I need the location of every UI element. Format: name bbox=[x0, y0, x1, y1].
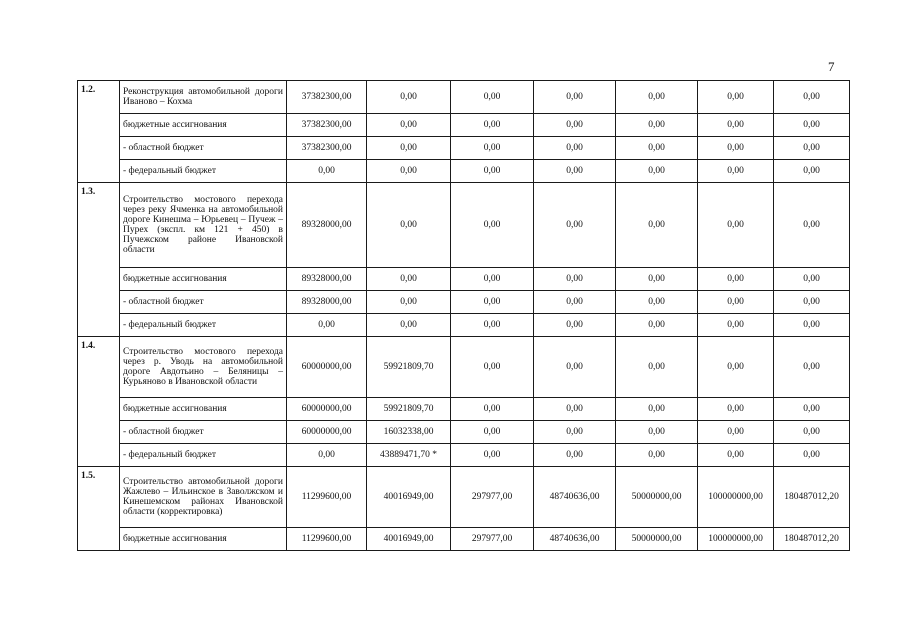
value-cell: 0,00 bbox=[774, 137, 850, 160]
value-cell: 37382300,00 bbox=[287, 114, 367, 137]
value-cell: 0,00 bbox=[698, 337, 774, 398]
table-row bbox=[78, 421, 850, 444]
value-cell: 0,00 bbox=[451, 398, 534, 421]
value-cell: 0,00 bbox=[616, 268, 698, 291]
value-cell: 0,00 bbox=[774, 160, 850, 183]
value-cell: 0,00 bbox=[774, 81, 850, 114]
value-cell: 0,00 bbox=[451, 314, 534, 337]
value-cell: 60000000,00 bbox=[287, 337, 367, 398]
sub-row-label: бюджетные ассигнования bbox=[120, 268, 287, 291]
value-cell: 0,00 bbox=[451, 160, 534, 183]
sub-row-label: бюджетные ассигнования bbox=[120, 528, 287, 551]
budget-table bbox=[77, 80, 850, 551]
value-cell: 0,00 bbox=[534, 314, 616, 337]
value-cell: 60000000,00 bbox=[287, 421, 367, 444]
value-cell: 100000000,00 bbox=[698, 467, 774, 528]
value-cell: 0,00 bbox=[698, 421, 774, 444]
value-cell: 0,00 bbox=[534, 291, 616, 314]
value-cell: 43889471,70 * bbox=[367, 444, 451, 467]
table-row bbox=[78, 81, 850, 114]
value-cell: 0,00 bbox=[451, 291, 534, 314]
value-cell: 0,00 bbox=[616, 81, 698, 114]
value-cell: 0,00 bbox=[774, 314, 850, 337]
value-cell: 0,00 bbox=[451, 114, 534, 137]
value-cell: 0,00 bbox=[774, 183, 850, 268]
value-cell: 0,00 bbox=[616, 314, 698, 337]
value-cell: 0,00 bbox=[774, 444, 850, 467]
value-cell: 0,00 bbox=[616, 291, 698, 314]
sub-row-label: - федеральный бюджет bbox=[120, 444, 287, 467]
value-cell: 89328000,00 bbox=[287, 291, 367, 314]
value-cell: 0,00 bbox=[698, 268, 774, 291]
value-cell: 50000000,00 bbox=[616, 528, 698, 551]
value-cell: 297977,00 bbox=[451, 467, 534, 528]
value-cell: 0,00 bbox=[451, 183, 534, 268]
table-row bbox=[78, 183, 850, 268]
value-cell: 0,00 bbox=[616, 114, 698, 137]
value-cell: 0,00 bbox=[698, 291, 774, 314]
value-cell: 0,00 bbox=[367, 183, 451, 268]
value-cell: 48740636,00 bbox=[534, 528, 616, 551]
row-number: 1.3. bbox=[78, 183, 120, 337]
value-cell: 0,00 bbox=[616, 137, 698, 160]
value-cell: 11299600,00 bbox=[287, 467, 367, 528]
value-cell: 0,00 bbox=[616, 444, 698, 467]
value-cell: 0,00 bbox=[451, 337, 534, 398]
value-cell: 0,00 bbox=[774, 268, 850, 291]
value-cell: 0,00 bbox=[616, 337, 698, 398]
table-row bbox=[78, 337, 850, 398]
value-cell: 0,00 bbox=[534, 268, 616, 291]
value-cell: 16032338,00 bbox=[367, 421, 451, 444]
value-cell: 48740636,00 bbox=[534, 467, 616, 528]
table-row bbox=[78, 291, 850, 314]
value-cell: 40016949,00 bbox=[367, 528, 451, 551]
table-row bbox=[78, 160, 850, 183]
value-cell: 0,00 bbox=[367, 291, 451, 314]
value-cell: 0,00 bbox=[367, 114, 451, 137]
value-cell: 0,00 bbox=[287, 444, 367, 467]
measure-title: Строительство мостового перехода через р. Уводь на автомобильной дороге Авдотьино – Беляницы – Курьяново в Ивановской области bbox=[120, 337, 287, 398]
value-cell: 0,00 bbox=[698, 160, 774, 183]
value-cell: 100000000,00 bbox=[698, 528, 774, 551]
value-cell: 0,00 bbox=[451, 421, 534, 444]
value-cell: 0,00 bbox=[451, 268, 534, 291]
value-cell: 0,00 bbox=[616, 160, 698, 183]
value-cell: 0,00 bbox=[367, 160, 451, 183]
page-number: 7 bbox=[828, 59, 835, 74]
value-cell: 0,00 bbox=[698, 444, 774, 467]
sub-row-label: - федеральный бюджет bbox=[120, 314, 287, 337]
value-cell: 0,00 bbox=[534, 114, 616, 137]
value-cell: 0,00 bbox=[698, 81, 774, 114]
value-cell: 11299600,00 bbox=[287, 528, 367, 551]
value-cell: 60000000,00 bbox=[287, 398, 367, 421]
value-cell: 0,00 bbox=[451, 444, 534, 467]
value-cell: 0,00 bbox=[534, 421, 616, 444]
table-row bbox=[78, 114, 850, 137]
value-cell: 37382300,00 bbox=[287, 81, 367, 114]
table-row bbox=[78, 314, 850, 337]
value-cell: 180487012,20 bbox=[774, 528, 850, 551]
value-cell: 0,00 bbox=[367, 268, 451, 291]
table-row bbox=[78, 137, 850, 160]
value-cell: 40016949,00 bbox=[367, 467, 451, 528]
sub-row-label: - областной бюджет bbox=[120, 421, 287, 444]
sub-row-label: - федеральный бюджет bbox=[120, 160, 287, 183]
sub-row-label: бюджетные ассигнования bbox=[120, 114, 287, 137]
value-cell: 297977,00 bbox=[451, 528, 534, 551]
row-number: 1.5. bbox=[78, 467, 120, 551]
value-cell: 89328000,00 bbox=[287, 183, 367, 268]
value-cell: 0,00 bbox=[774, 291, 850, 314]
value-cell: 50000000,00 bbox=[616, 467, 698, 528]
value-cell: 59921809,70 bbox=[367, 398, 451, 421]
value-cell: 0,00 bbox=[367, 81, 451, 114]
value-cell: 0,00 bbox=[774, 421, 850, 444]
sub-row-label: бюджетные ассигнования bbox=[120, 398, 287, 421]
value-cell: 0,00 bbox=[451, 81, 534, 114]
value-cell: 0,00 bbox=[698, 183, 774, 268]
value-cell: 0,00 bbox=[616, 398, 698, 421]
value-cell: 0,00 bbox=[774, 114, 850, 137]
value-cell: 0,00 bbox=[534, 183, 616, 268]
value-cell: 0,00 bbox=[534, 137, 616, 160]
measure-title: Строительство мостового перехода через реку Ячменка на автомобильной дороге Кинешма – Юрьевец – Пучеж – Пурех (экспл. км 121 + 450) в Пучежском районе Ивановской области bbox=[120, 183, 287, 268]
value-cell: 89328000,00 bbox=[287, 268, 367, 291]
value-cell: 0,00 bbox=[534, 81, 616, 114]
sub-row-label: - областной бюджет bbox=[120, 291, 287, 314]
table-row bbox=[78, 528, 850, 551]
value-cell: 0,00 bbox=[774, 337, 850, 398]
table-row bbox=[78, 444, 850, 467]
value-cell: 0,00 bbox=[698, 314, 774, 337]
value-cell: 0,00 bbox=[451, 137, 534, 160]
value-cell: 0,00 bbox=[698, 114, 774, 137]
value-cell: 0,00 bbox=[287, 160, 367, 183]
value-cell: 0,00 bbox=[616, 183, 698, 268]
table-row bbox=[78, 398, 850, 421]
value-cell: 0,00 bbox=[534, 337, 616, 398]
value-cell: 0,00 bbox=[698, 398, 774, 421]
value-cell: 0,00 bbox=[367, 137, 451, 160]
table-row bbox=[78, 268, 850, 291]
row-number: 1.2. bbox=[78, 81, 120, 183]
value-cell: 0,00 bbox=[534, 398, 616, 421]
value-cell: 0,00 bbox=[774, 398, 850, 421]
value-cell: 0,00 bbox=[367, 314, 451, 337]
row-number: 1.4. bbox=[78, 337, 120, 467]
value-cell: 0,00 bbox=[534, 160, 616, 183]
value-cell: 0,00 bbox=[616, 421, 698, 444]
value-cell: 0,00 bbox=[698, 137, 774, 160]
table-row bbox=[78, 467, 850, 528]
value-cell: 0,00 bbox=[534, 444, 616, 467]
sub-row-label: - областной бюджет bbox=[120, 137, 287, 160]
value-cell: 59921809,70 bbox=[367, 337, 451, 398]
value-cell: 37382300,00 bbox=[287, 137, 367, 160]
value-cell: 180487012,20 bbox=[774, 467, 850, 528]
measure-title: Строительство автомобильной дороги Жажлево – Ильинское в Заволжском и Кинешемском районах Ивановской области (корректировка) bbox=[120, 467, 287, 528]
value-cell: 0,00 bbox=[287, 314, 367, 337]
measure-title: Реконструкция автомобильной дороги Иваново – Кохма bbox=[120, 81, 287, 114]
